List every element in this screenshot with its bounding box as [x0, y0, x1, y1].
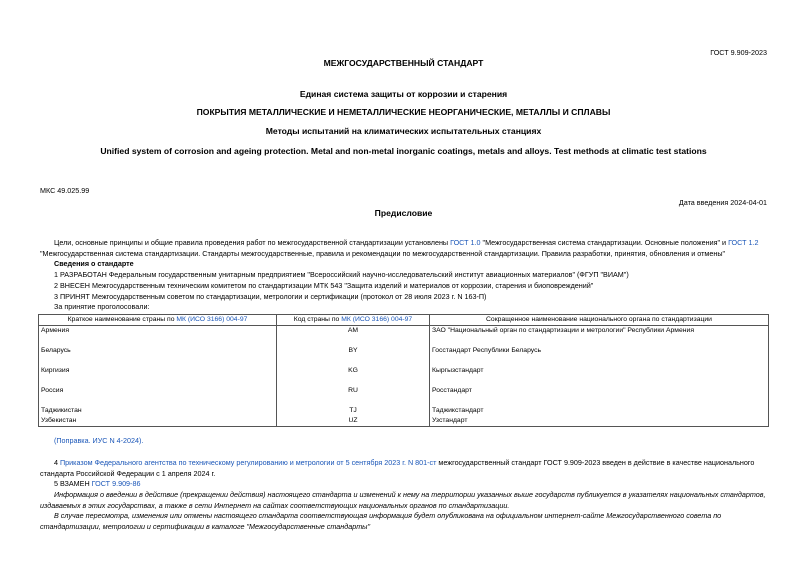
row-body: Кыргызстандарт	[430, 366, 769, 386]
mk-iso-link-col1[interactable]: МК (ИСО 3166) 004-97	[176, 316, 248, 323]
row-code: AM	[277, 326, 430, 347]
amendment-link[interactable]: (Поправка. ИУС N 4-2024).	[54, 436, 144, 445]
english-title: Unified system of corrosion and ageing protection. Metal and non-metal inorganic coatings, metals and alloys. Test methods at climatic test stations	[100, 146, 707, 156]
row-body: Таджикстандарт	[430, 406, 769, 416]
item-4: 4 Приказом Федерального агентства по техническому регулированию и метрологии от 5 сентября 2023 г. N 801-ст межгосударственный стандарт ГОСТ 9.909-2023 введен в действие в качестве национального стандарта Российской Федерации с 1 апреля 2024 г.	[40, 458, 755, 478]
intro-date: Дата введения 2024-04-01	[678, 198, 767, 207]
note-revision: В случае пересмотра, изменения или отмены настоящего стандарта соответствующая информация будет опубликована на официальном интернет-сайте Межгосударственного совета по стандартизации, метрологии и сертификации в каталоге "Межгосударственные стандарты"	[40, 511, 722, 531]
mk-iso-link-col2[interactable]: МК (ИСО 3166) 004-97	[341, 316, 413, 323]
col-code-header: Код страны по МК (ИСО 3166) 004-97	[277, 315, 430, 326]
item-5: 5 ВЗАМЕН ГОСТ 9.909-86	[54, 479, 141, 488]
table-row	[39, 366, 769, 386]
preface-title: Предисловие	[374, 208, 433, 218]
info-heading: Сведения о стандарте	[54, 259, 134, 268]
system-title: Единая система защиты от коррозии и старения	[299, 89, 508, 99]
row-country: Узбекистан	[39, 416, 277, 427]
row-body: Госстандарт Республики Беларусь	[430, 346, 769, 366]
preface-text-c: "Межгосударственная система стандартизации. Стандарты межгосударственные, правила и рекомендации по межгосударственной стандартизации. Правила разработки, принятия, обновления и отмены"	[40, 248, 726, 258]
row-code: TJ	[277, 406, 430, 416]
row-country: Таджикистан	[39, 406, 277, 416]
preface-paragraph-1	[40, 238, 768, 259]
col-country-header: Краткое наименование страны по МК (ИСО 3166) 004-97	[39, 315, 277, 326]
table-row	[39, 346, 769, 366]
table-header-row	[39, 315, 769, 326]
table-row	[39, 406, 769, 416]
table-row	[39, 416, 769, 427]
preface-text-a: Цели, основные принципы и общие правила проведения работ по межгосударственной стандартизации установлены	[54, 238, 451, 247]
row-code: KG	[277, 366, 430, 386]
row-country: Армения	[39, 326, 277, 347]
table-row	[39, 326, 769, 347]
row-body: Узстандарт	[430, 416, 769, 427]
row-country: Киргизия	[39, 366, 277, 386]
gost-9-909-86-link[interactable]: ГОСТ 9.909-86	[91, 479, 141, 488]
gost-1-0-link[interactable]: ГОСТ 1.0	[450, 238, 481, 247]
voted-label: За принятие проголосовали:	[54, 302, 150, 311]
col-body-header: Сокращенное наименование национального органа по стандартизации	[430, 315, 769, 326]
mks-code: МКС 49.025.99	[40, 186, 90, 195]
row-body: ЗАО "Национальный орган по стандартизации и метрологии" Республики Армения	[430, 326, 769, 347]
doc-heading: МЕЖГОСУДАРСТВЕННЫЙ СТАНДАРТ	[323, 58, 484, 68]
item-3: 3 ПРИНЯТ Межгосударственным советом по стандартизации, метрологии и сертификации (протокол от 28 июля 2023 г. N 163-П)	[54, 292, 487, 301]
note-publication: Информация о введении в действие (прекращении действия) настоящего стандарта и изменений к нему на территории указанных выше государств публикуется в указателях национальных стандартов, издаваемых в этих государствах, а также в сети Интернет на сайтах соответствующих национальных органов по стандартизации.	[40, 490, 766, 510]
gost-1-2-link[interactable]: ГОСТ 1.2	[728, 238, 759, 247]
voting-states-table	[38, 314, 769, 427]
item-2: 2 ВНЕСЕН Межгосударственным техническим комитетом по стандартизации МТК 543 "Защита изделий и материалов от коррозии, старения и биоповреждений"	[54, 281, 594, 290]
preface-text-b: "Межгосударственная система стандартизации. Основные положения" и	[480, 238, 729, 247]
subtitle: Методы испытаний на климатических испытательных станциях	[265, 126, 542, 136]
table-row	[39, 386, 769, 406]
item-1: 1 РАЗРАБОТАН Федеральным государственным унитарным предприятием "Всероссийский научно-исследовательский институт авиационных материалов" (ФГУП "ВИАМ")	[54, 270, 629, 279]
row-code: RU	[277, 386, 430, 406]
row-body: Росстандарт	[430, 386, 769, 406]
main-title: ПОКРЫТИЯ МЕТАЛЛИЧЕСКИЕ И НЕМЕТАЛЛИЧЕСКИЕ НЕОРГАНИЧЕСКИЕ, МЕТАЛЛЫ И СПЛАВЫ	[196, 107, 611, 117]
order-link[interactable]: Приказом Федерального агентства по техническому регулированию и метрологии от 5 сентября 2023 г. N 801-ст	[60, 458, 437, 467]
row-country: Россия	[39, 386, 277, 406]
row-code: UZ	[277, 416, 430, 427]
row-code: BY	[277, 346, 430, 366]
doc-code: ГОСТ 9.909-2023	[710, 48, 767, 57]
row-country: Беларусь	[39, 346, 277, 366]
